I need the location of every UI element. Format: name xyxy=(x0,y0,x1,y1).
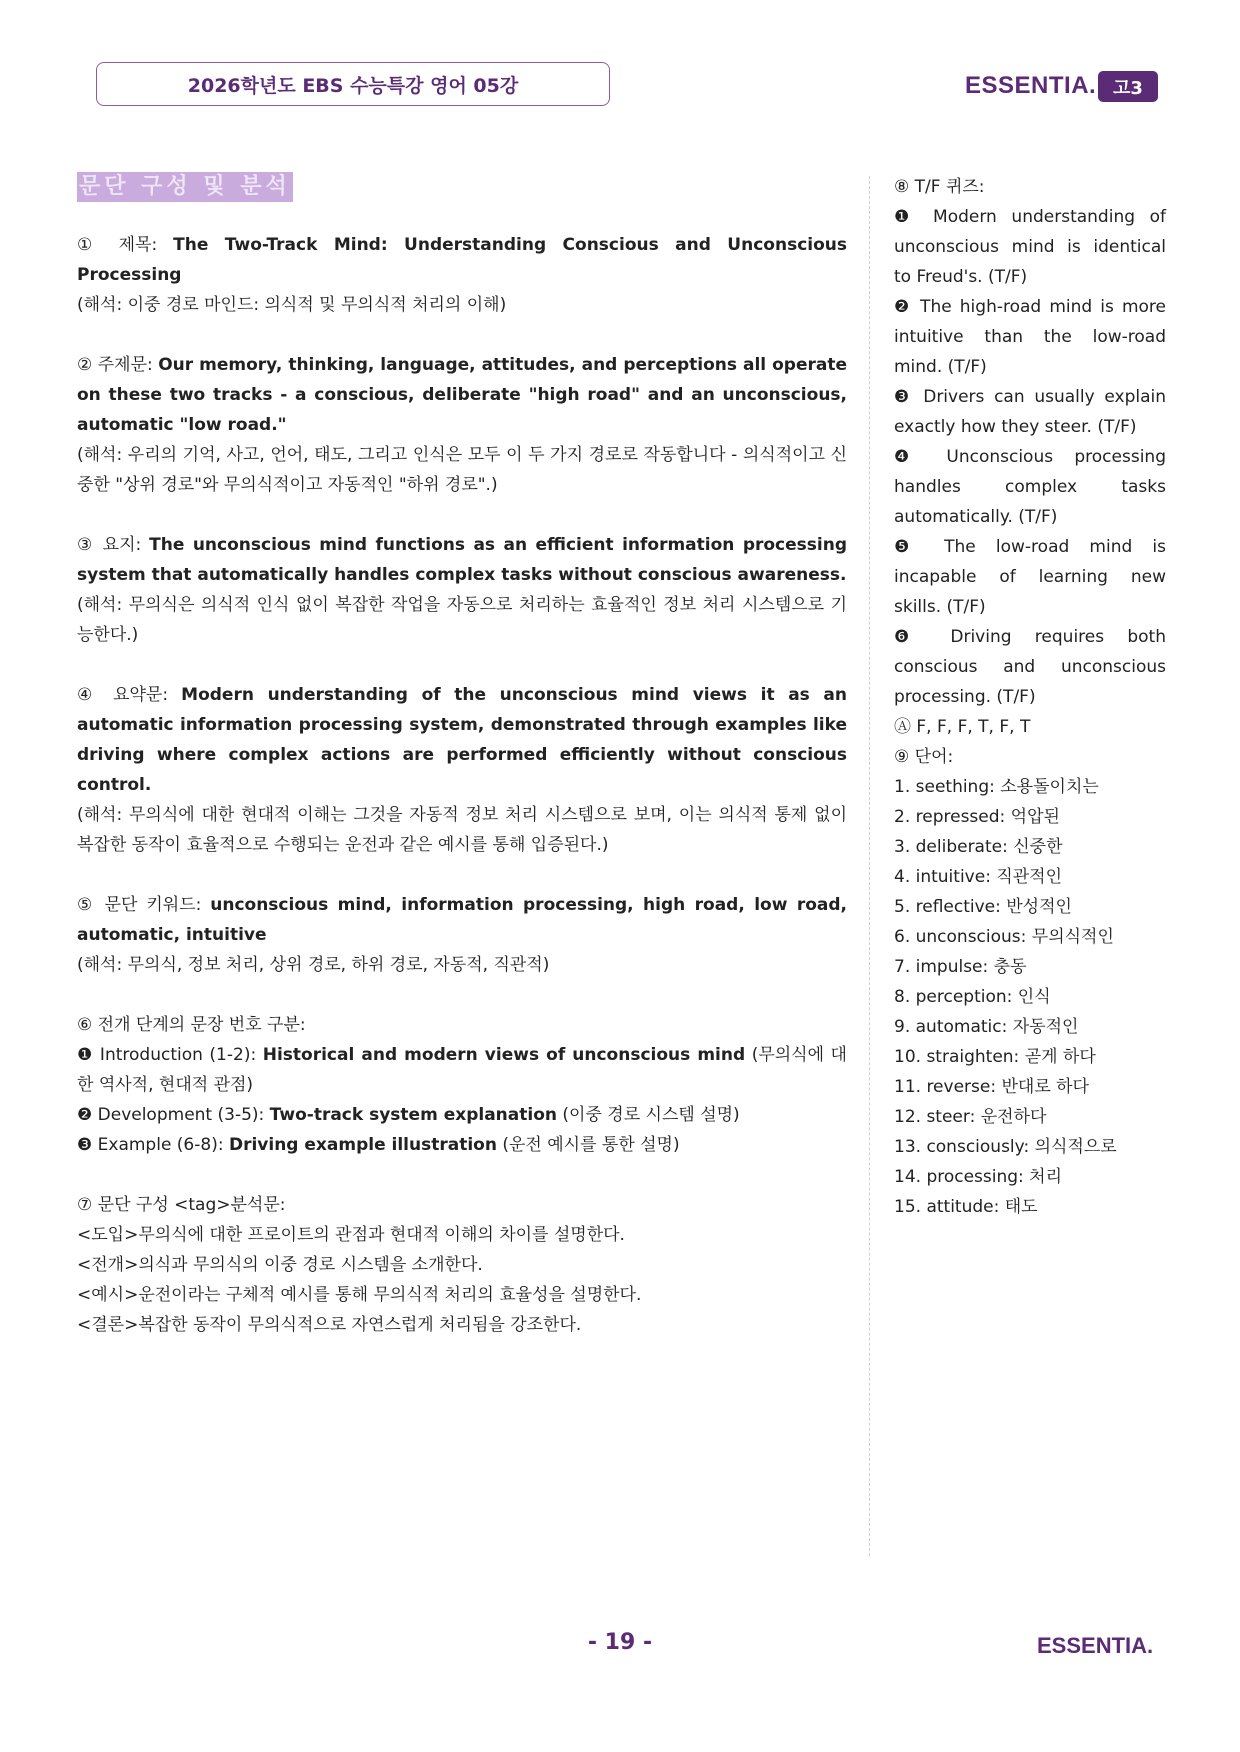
page-number: - 19 - xyxy=(587,1630,653,1655)
theme-english: Our memory, thinking, language, attitudes, and perceptions all operate on these two tracks - a conscious, deliberate "high road" and an unconscious, automatic "low road." xyxy=(77,355,847,435)
summary-block xyxy=(77,680,847,860)
stage-label: ⑥ 전개 단계의 문장 번호 구분: xyxy=(77,1015,306,1035)
vocab-item: 14. processing: 처리 xyxy=(894,1167,1063,1187)
tf-quiz-title: ⑧ T/F 퀴즈: xyxy=(894,177,985,197)
gist-english: The unconscious mind functions as an efficient information processing system that automatically handles complex tasks without conscious awareness. xyxy=(77,535,847,585)
keyword-block xyxy=(77,890,847,980)
structure-line: <예시>운전이라는 구체적 예시를 통해 무의식적 처리의 효율성을 설명한다. xyxy=(77,1285,642,1305)
tf-item: ❸ Drivers can usually explain exactly how they steer. (T/F) xyxy=(894,387,1166,437)
title-block xyxy=(77,230,847,320)
lesson-title-box xyxy=(96,62,610,106)
grade-badge: 고3 xyxy=(1098,71,1158,102)
title-english: The Two-Track Mind: Understanding Conscious and Unconscious Processing xyxy=(77,235,847,285)
vocab-item: 15. attitude: 태도 xyxy=(894,1197,1038,1217)
stage-item xyxy=(77,1040,847,1100)
gist-korean: (해석: 무의식은 의식적 인식 없이 복잡한 작업을 자동으로 처리하는 효율적인 정보 처리 시스템으로 기능한다.) xyxy=(77,595,847,645)
keyword-korean: (해석: 무의식, 정보 처리, 상위 경로, 하위 경로, 자동적, 직관적) xyxy=(77,955,550,975)
stage-english: Driving example illustration xyxy=(228,1135,497,1155)
vocab-item: 7. impulse: 충동 xyxy=(894,957,1027,977)
stage-prefix: ❷ Development (3-5): xyxy=(77,1105,270,1125)
brand-logo: ESSENTIA. xyxy=(965,72,1097,99)
summary-english: Modern understanding of the unconscious mind views it as an automatic information processing system, demonstrated through examples like driving where complex actions are performed efficiently without conscious control. xyxy=(77,685,847,795)
gist-label: ③ 요지: xyxy=(77,535,150,555)
summary-korean: (해석: 무의식에 대한 현대적 이해는 그것을 자동적 정보 처리 시스템으로 보며, 이는 의식적 통제 없이 복잡한 동작이 효율적으로 수행되는 운전과 같은 예시를 통해 입증된다.) xyxy=(77,805,847,855)
stage-korean: (운전 예시를 통한 설명) xyxy=(496,1135,680,1155)
tf-item: ❻ Driving requires both conscious and unconscious processing. (T/F) xyxy=(894,627,1166,707)
vocab-item: 2. repressed: 억압된 xyxy=(894,807,1060,827)
stage-prefix: ❸ Example (6-8): xyxy=(77,1135,229,1155)
tf-item: ❶ Modern understanding of unconscious mind is identical to Freud's. (T/F) xyxy=(894,207,1166,287)
title-korean: (해석: 이중 경로 마인드: 의식적 및 무의식적 처리의 이해) xyxy=(77,295,507,315)
vocab-title: ⑨ 단어: xyxy=(894,747,954,767)
stage-english: Two-track system explanation xyxy=(269,1105,557,1125)
tf-item: ❹ Unconscious processing handles complex tasks automatically. (T/F) xyxy=(894,447,1166,527)
structure-block xyxy=(77,1190,847,1340)
stage-prefix: ❶ Introduction (1-2): xyxy=(77,1045,263,1065)
structure-label: ⑦ 문단 구성 <tag>분석문: xyxy=(77,1195,286,1215)
stage-korean: (이중 경로 시스템 설명) xyxy=(557,1105,740,1125)
quiz-column xyxy=(894,172,1166,1222)
stage-english: Historical and modern views of unconscious mind xyxy=(262,1045,746,1065)
section-title: 문단 구성 및 분석 xyxy=(77,172,293,202)
vocab-item: 6. unconscious: 무의식적인 xyxy=(894,927,1114,947)
vocab-item: 4. intuitive: 직관적인 xyxy=(894,867,1063,887)
stage-block xyxy=(77,1010,847,1160)
theme-korean: (해석: 우리의 기억, 사고, 언어, 태도, 그리고 인식은 모두 이 두 가지 경로로 작동합니다 - 의식적이고 신중한 "상위 경로"와 무의식적이고 자동적인 "하위 경로".) xyxy=(77,445,847,495)
tf-item: ❷ The high-road mind is more intuitive than the low-road mind. (T/F) xyxy=(894,297,1166,377)
vocab-item: 8. perception: 인식 xyxy=(894,987,1051,1007)
structure-line: <도입>무의식에 대한 프로이트의 관점과 현대적 이해의 차이를 설명한다. xyxy=(77,1225,625,1245)
footer-brand-logo: ESSENTIA. xyxy=(1037,1633,1154,1658)
keyword-english: unconscious mind, information processing, high road, low road, automatic, intuitive xyxy=(77,895,847,945)
tf-item: ❺ The low-road mind is incapable of learning new skills. (T/F) xyxy=(894,537,1166,617)
vocab-item: 13. consciously: 의식적으로 xyxy=(894,1137,1117,1157)
theme-label: ② 주제문: xyxy=(77,355,159,375)
summary-label: ④ 요약문: xyxy=(77,685,182,705)
stage-item xyxy=(77,1130,847,1160)
vocab-item: 5. reflective: 반성적인 xyxy=(894,897,1072,917)
title-label: ① 제목: xyxy=(77,235,174,255)
gist-block xyxy=(77,530,847,650)
structure-line: <결론>복잡한 동작이 무의식적으로 자연스럽게 처리됨을 강조한다. xyxy=(77,1315,582,1335)
vocab-item: 12. steer: 운전하다 xyxy=(894,1107,1047,1127)
column-divider xyxy=(869,176,870,1556)
vocab-item: 9. automatic: 자동적인 xyxy=(894,1017,1079,1037)
keyword-label: ⑤ 문단 키워드: xyxy=(77,895,211,915)
vocab-item: 3. deliberate: 신중한 xyxy=(894,837,1063,857)
stage-korean: (무의식에 대한 역사적, 현대적 관점) xyxy=(77,1045,847,1095)
theme-block xyxy=(77,350,847,500)
vocab-item: 1. seething: 소용돌이치는 xyxy=(894,777,1099,797)
analysis-column xyxy=(77,172,847,1370)
vocab-item: 10. straighten: 곧게 하다 xyxy=(894,1047,1096,1067)
stage-item xyxy=(77,1100,847,1130)
lesson-title: 2026학년도 EBS 수능특강 영어 05강 xyxy=(187,74,519,97)
tf-answer: Ⓐ F, F, F, T, F, T xyxy=(894,717,1031,737)
vocab-item: 11. reverse: 반대로 하다 xyxy=(894,1077,1089,1097)
structure-line: <전개>의식과 무의식의 이중 경로 시스템을 소개한다. xyxy=(77,1255,483,1275)
